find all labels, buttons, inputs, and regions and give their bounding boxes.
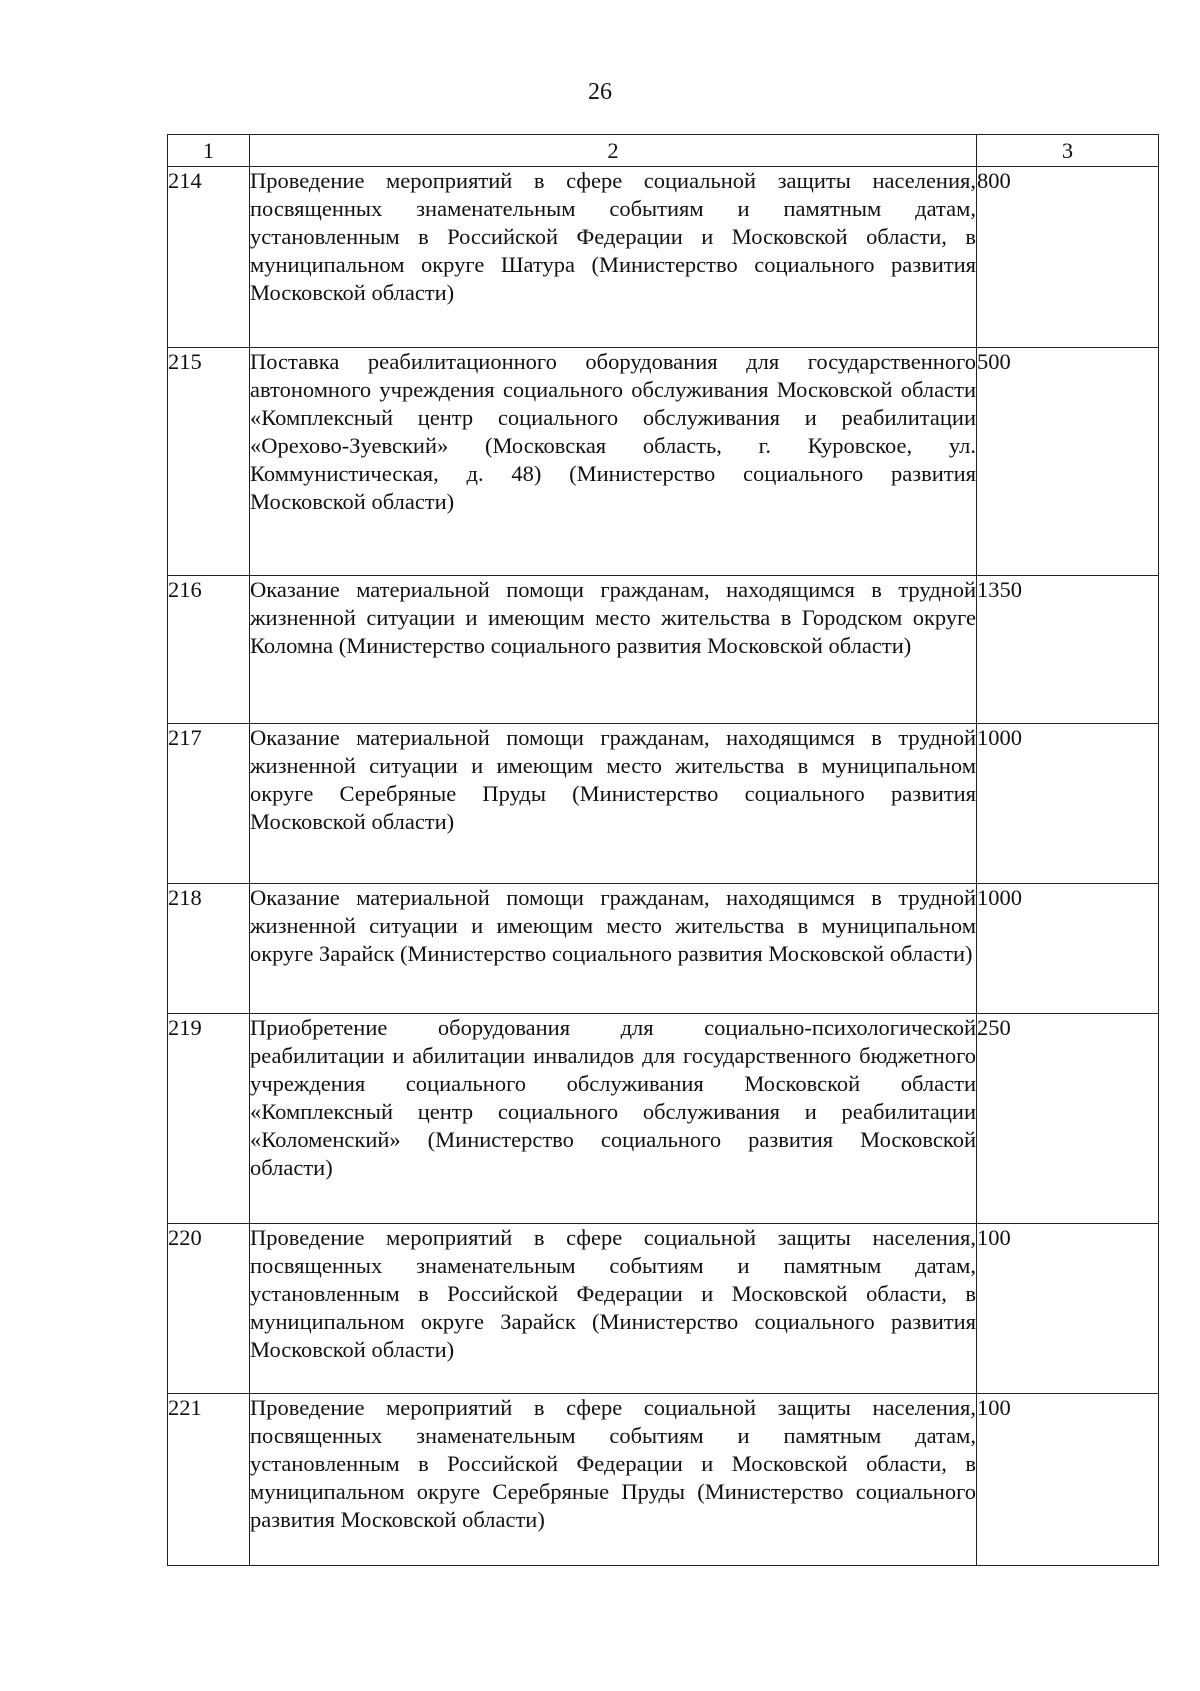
table-row <box>168 348 1159 576</box>
row-description: Оказание материальной помощи гражданам, находящимся в трудной жизненной ситуации и имеющим место жительства в Городском округе Коломна (Министерство социального развития Московской области) <box>250 576 977 724</box>
row-amount: 100 <box>977 1224 1159 1394</box>
row-amount: 1000 <box>977 884 1159 1014</box>
table-row <box>168 724 1159 884</box>
row-number: 221 <box>168 1394 250 1566</box>
row-number: 215 <box>168 348 250 576</box>
page-number: 26 <box>588 79 612 105</box>
table-row <box>168 1394 1159 1566</box>
appropriations-table <box>167 134 1159 1566</box>
row-number: 216 <box>168 576 250 724</box>
row-number: 214 <box>168 167 250 348</box>
row-amount: 800 <box>977 167 1159 348</box>
table-row <box>168 1014 1159 1224</box>
row-description: Приобретение оборудования для социально-психологической реабилитации и абилитации инвалидов для государственного бюджетного учреждения социального обслуживания Московской области «Комплексный центр социального обслуживания и реабилитации «Коломенский» (Министерство социального развития Московской области) <box>250 1014 977 1224</box>
table-row <box>168 1224 1159 1394</box>
row-amount: 500 <box>977 348 1159 576</box>
row-number: 218 <box>168 884 250 1014</box>
table-row <box>168 576 1159 724</box>
table-header-row <box>168 135 1159 167</box>
row-description: Оказание материальной помощи гражданам, находящимся в трудной жизненной ситуации и имеющим место жительства в муниципальном округе Серебряные Пруды (Министерство социального развития Московской области) <box>250 724 977 884</box>
row-number: 217 <box>168 724 250 884</box>
row-description: Оказание материальной помощи гражданам, находящимся в трудной жизненной ситуации и имеющим место жительства в муниципальном округе Зарайск (Министерство социального развития Московской области) <box>250 884 977 1014</box>
row-description: Проведение мероприятий в сфере социальной защиты населения, посвященных знаменательным событиям и памятным датам, установленным в Российской Федерации и Московской области, в муниципальном округе Шатура (Министерство социального развития Московской области) <box>250 167 977 348</box>
row-amount: 250 <box>977 1014 1159 1224</box>
row-description: Проведение мероприятий в сфере социальной защиты населения, посвященных знаменательным событиям и памятным датам, установленным в Российской Федерации и Московской области, в муниципальном округе Серебряные Пруды (Министерство социального развития Московской области) <box>250 1394 977 1566</box>
table-row <box>168 167 1159 348</box>
column-header-2: 2 <box>250 135 977 167</box>
row-description: Поставка реабилитационного оборудования для государственного автономного учреждения социального обслуживания Московской области «Комплексный центр социального обслуживания и реабилитации «Орехово-Зуевский» (Московская область, г. Куровское, ул. Коммунистическая, д. 48) (Министерство социального развития Московской области) <box>250 348 977 576</box>
column-header-1: 1 <box>168 135 250 167</box>
row-number: 220 <box>168 1224 250 1394</box>
row-amount: 1000 <box>977 724 1159 884</box>
row-number: 219 <box>168 1014 250 1224</box>
row-description: Проведение мероприятий в сфере социальной защиты населения, посвященных знаменательным событиям и памятным датам, установленным в Российской Федерации и Московской области, в муниципальном округе Зарайск (Министерство социального развития Московской области) <box>250 1224 977 1394</box>
column-header-3: 3 <box>977 135 1159 167</box>
table-row <box>168 884 1159 1014</box>
row-amount: 100 <box>977 1394 1159 1566</box>
row-amount: 1350 <box>977 576 1159 724</box>
